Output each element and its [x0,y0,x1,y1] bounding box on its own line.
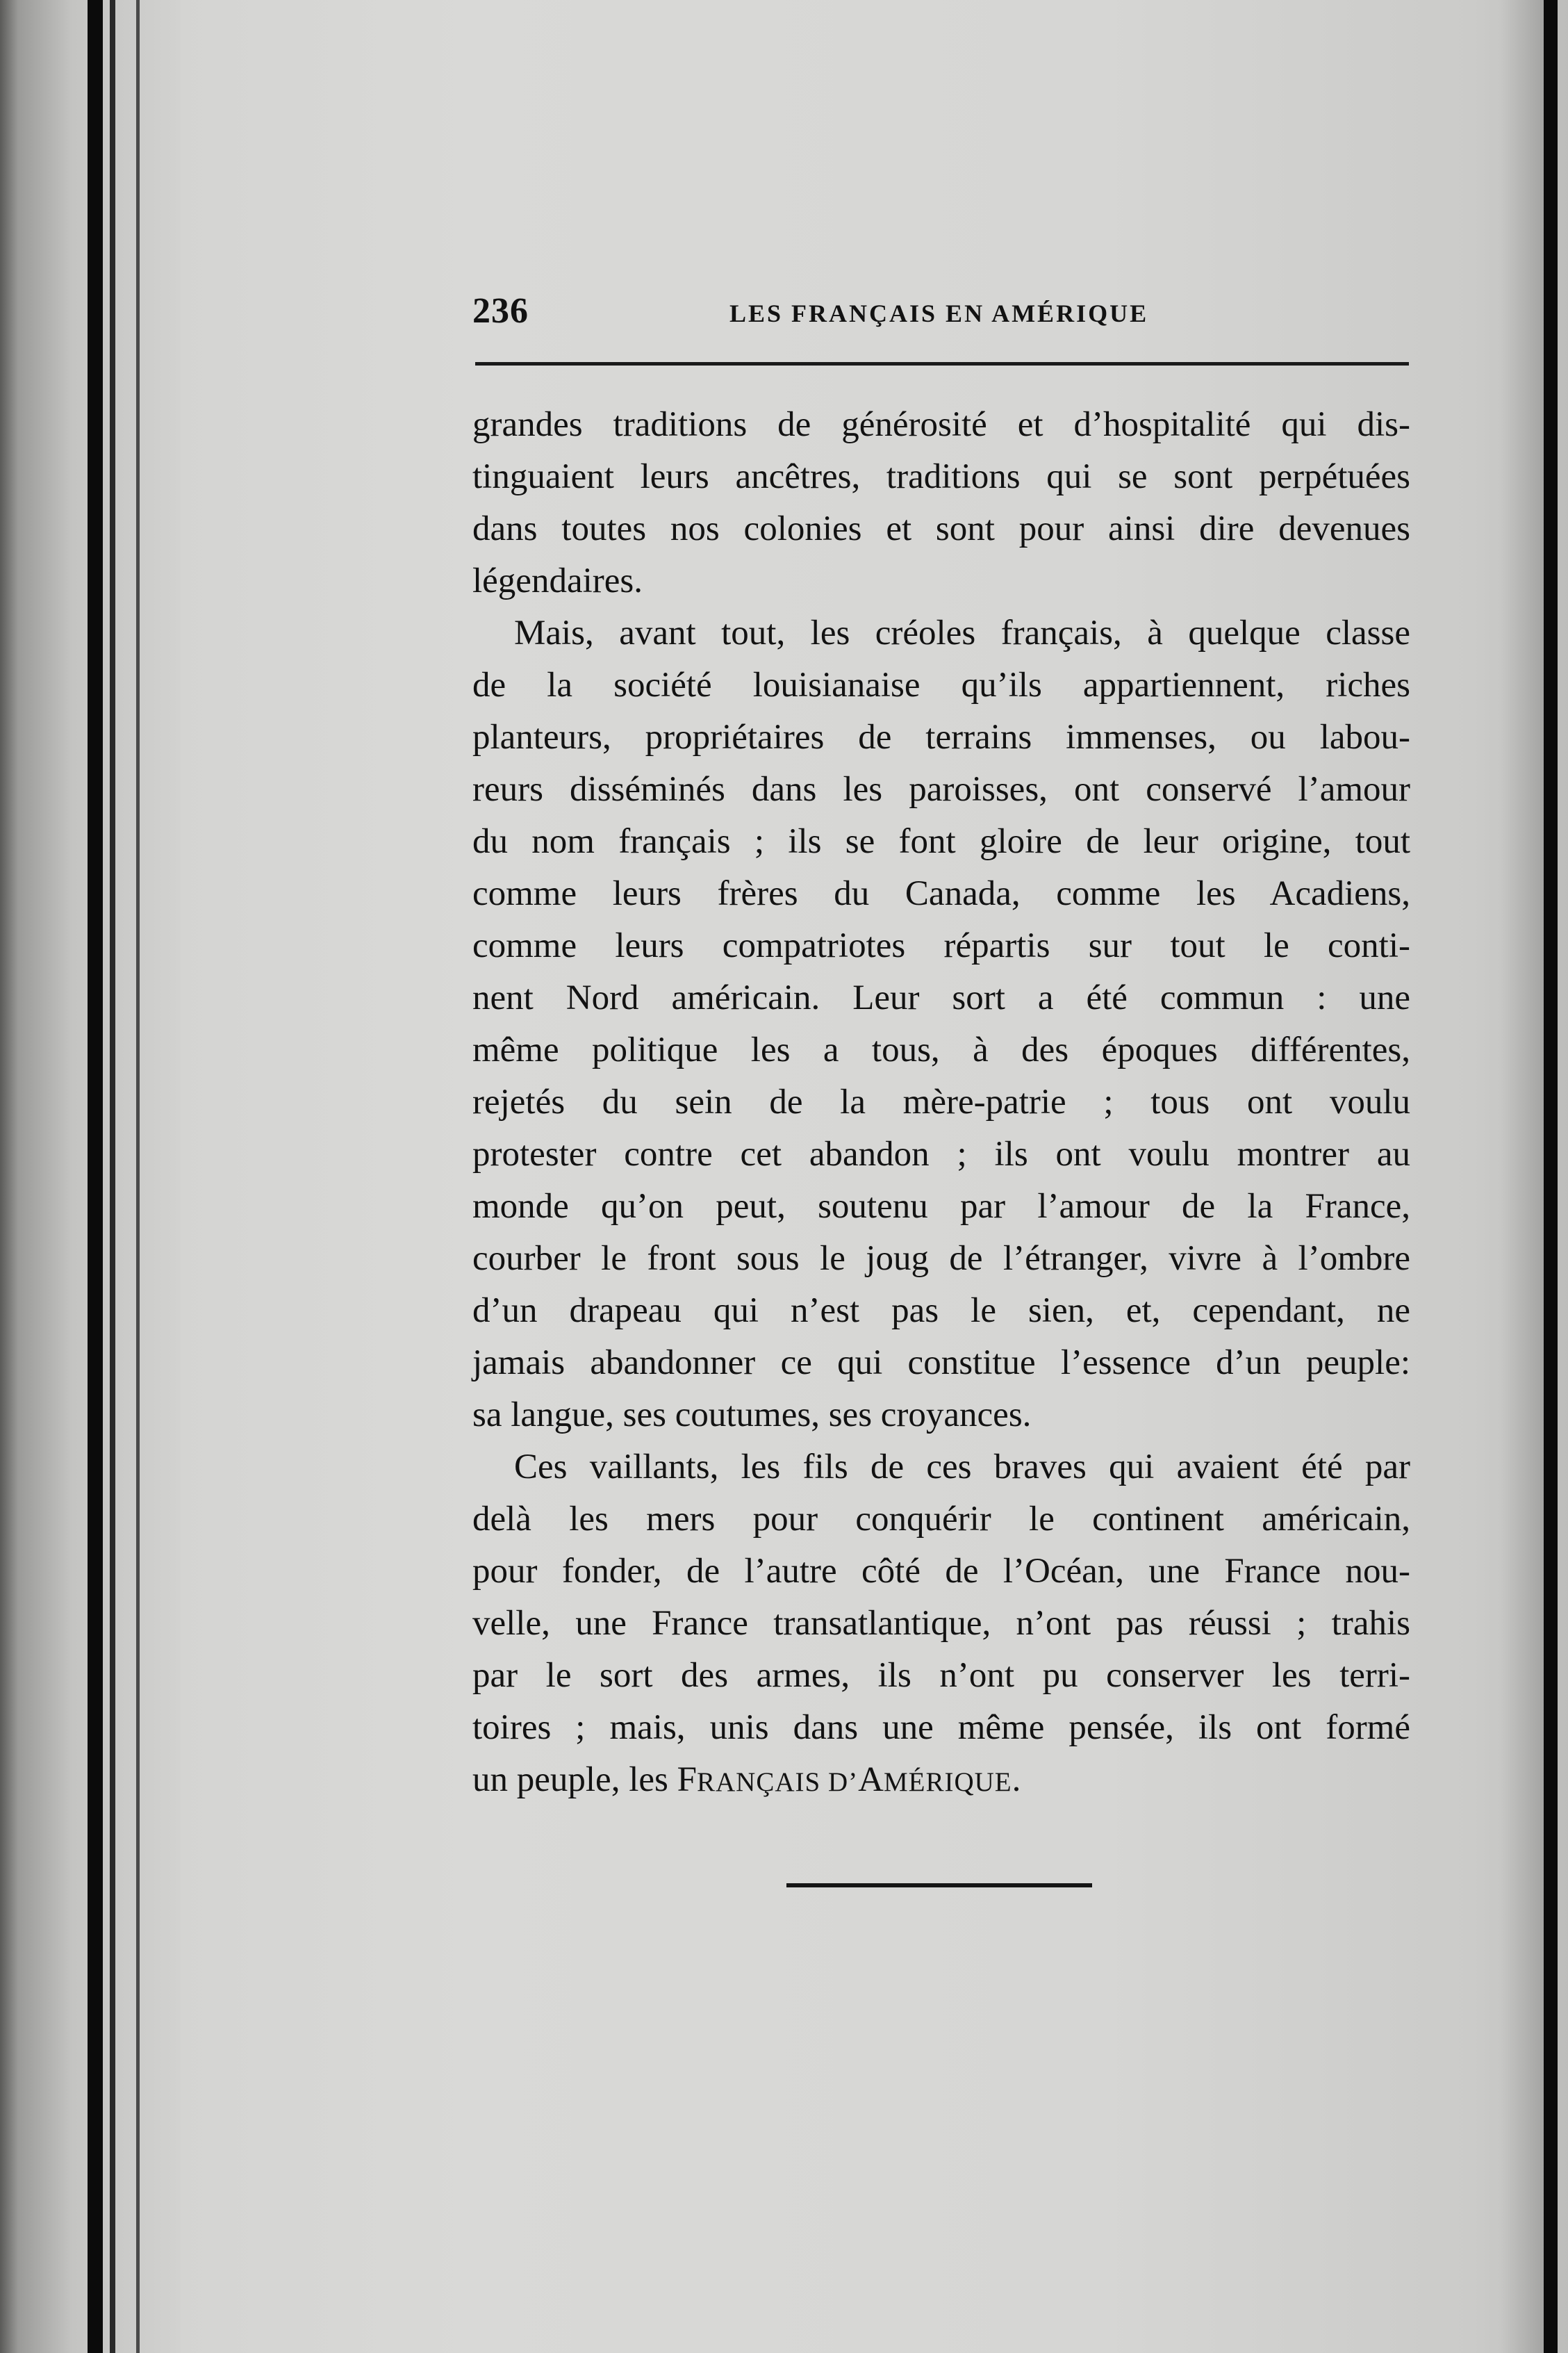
closing-prefix: un peuple, les [472,1760,677,1799]
closing-line [472,1754,1410,1806]
small-caps-initial: F [677,1760,697,1799]
text-line: courber le front sous le joug de l’étranger, vivre à l’ombre [472,1239,1410,1278]
text-line: Ces vaillants, les fils de ces braves qui avaient été par [514,1448,1410,1486]
text-line: planteurs, propriétaires de terrains immenses, ou labou- [472,718,1410,757]
page-edge-line [88,0,103,2353]
running-title: LES FRANÇAIS EN AMÉRIQUE [729,300,1149,327]
text-line: reurs disséminés dans les paroisses, ont conservé l’amour [472,770,1410,809]
text-line: protester contre cet abandon ; ils ont voulu montrer au [472,1135,1410,1174]
text-line: par le sort des armes, ils n’ont pu conserver les terri- [472,1656,1410,1695]
page-edge-line [1544,0,1558,2353]
header-rule [475,362,1409,366]
page-edge-line [136,0,140,2353]
small-caps-text: MÉRIQUE [883,1767,1012,1797]
text-line: toires ; mais, unis dans une même pensée, ils ont formé [472,1708,1410,1747]
right-edge-shadow [1501,0,1544,2353]
text-line: Mais, avant tout, les créoles français, à quelque classe [514,614,1410,653]
section-end-rule [786,1883,1092,1887]
text-line: de la société louisianaise qu’ils appartiennent, riches [472,666,1410,705]
running-head [472,290,1408,339]
small-caps-initial: A [858,1760,884,1799]
text-line: dans toutes nos colonies et sont pour ainsi dire devenues [472,509,1410,548]
text-line: du nom français ; ils se font gloire de leur origine, tout [472,822,1410,861]
text-line: comme leurs frères du Canada, comme les Acadiens, [472,874,1410,913]
text-line: pour fonder, de l’autre côté de l’Océan, une France nou- [472,1552,1410,1591]
text-line: nent Nord américain. Leur sort a été commun : une [472,978,1410,1017]
text-line: jamais abandonner ce qui constitue l’essence d’un peuple: [472,1343,1410,1382]
text-line: d’un drapeau qui n’est pas le sien, et, cependant, ne [472,1291,1410,1330]
text-line: delà les mers pour conquérir le continent américain, [472,1500,1410,1539]
body-text [472,399,1410,1806]
closing-suffix: . [1012,1760,1021,1799]
small-caps-text: RANÇAIS [696,1767,821,1797]
page-number: 236 [472,291,529,331]
text-line: tinguaient leurs ancêtres, traditions qui se sont perpétuées [472,457,1410,496]
text-line: velle, une France transatlantique, n’ont pas réussi ; trahis [472,1604,1410,1643]
text-line: rejetés du sein de la mère-patrie ; tous ont voulu [472,1083,1410,1122]
page-edge-line [110,0,115,2353]
text-line: grandes traditions de générosité et d’hospitalité qui dis- [472,405,1410,444]
text-line: comme leurs compatriotes répartis sur tout le conti- [472,926,1410,965]
text-line: même politique les a tous, à des époques différentes, [472,1031,1410,1069]
text-line: monde qu’on peut, soutenu par l’amour de la France, [472,1187,1410,1226]
small-caps-prefix: D’ [820,1767,859,1797]
text-line: sa langue, ses coutumes, ses croyances. [472,1395,1032,1434]
text-line: légendaires. [472,561,643,600]
